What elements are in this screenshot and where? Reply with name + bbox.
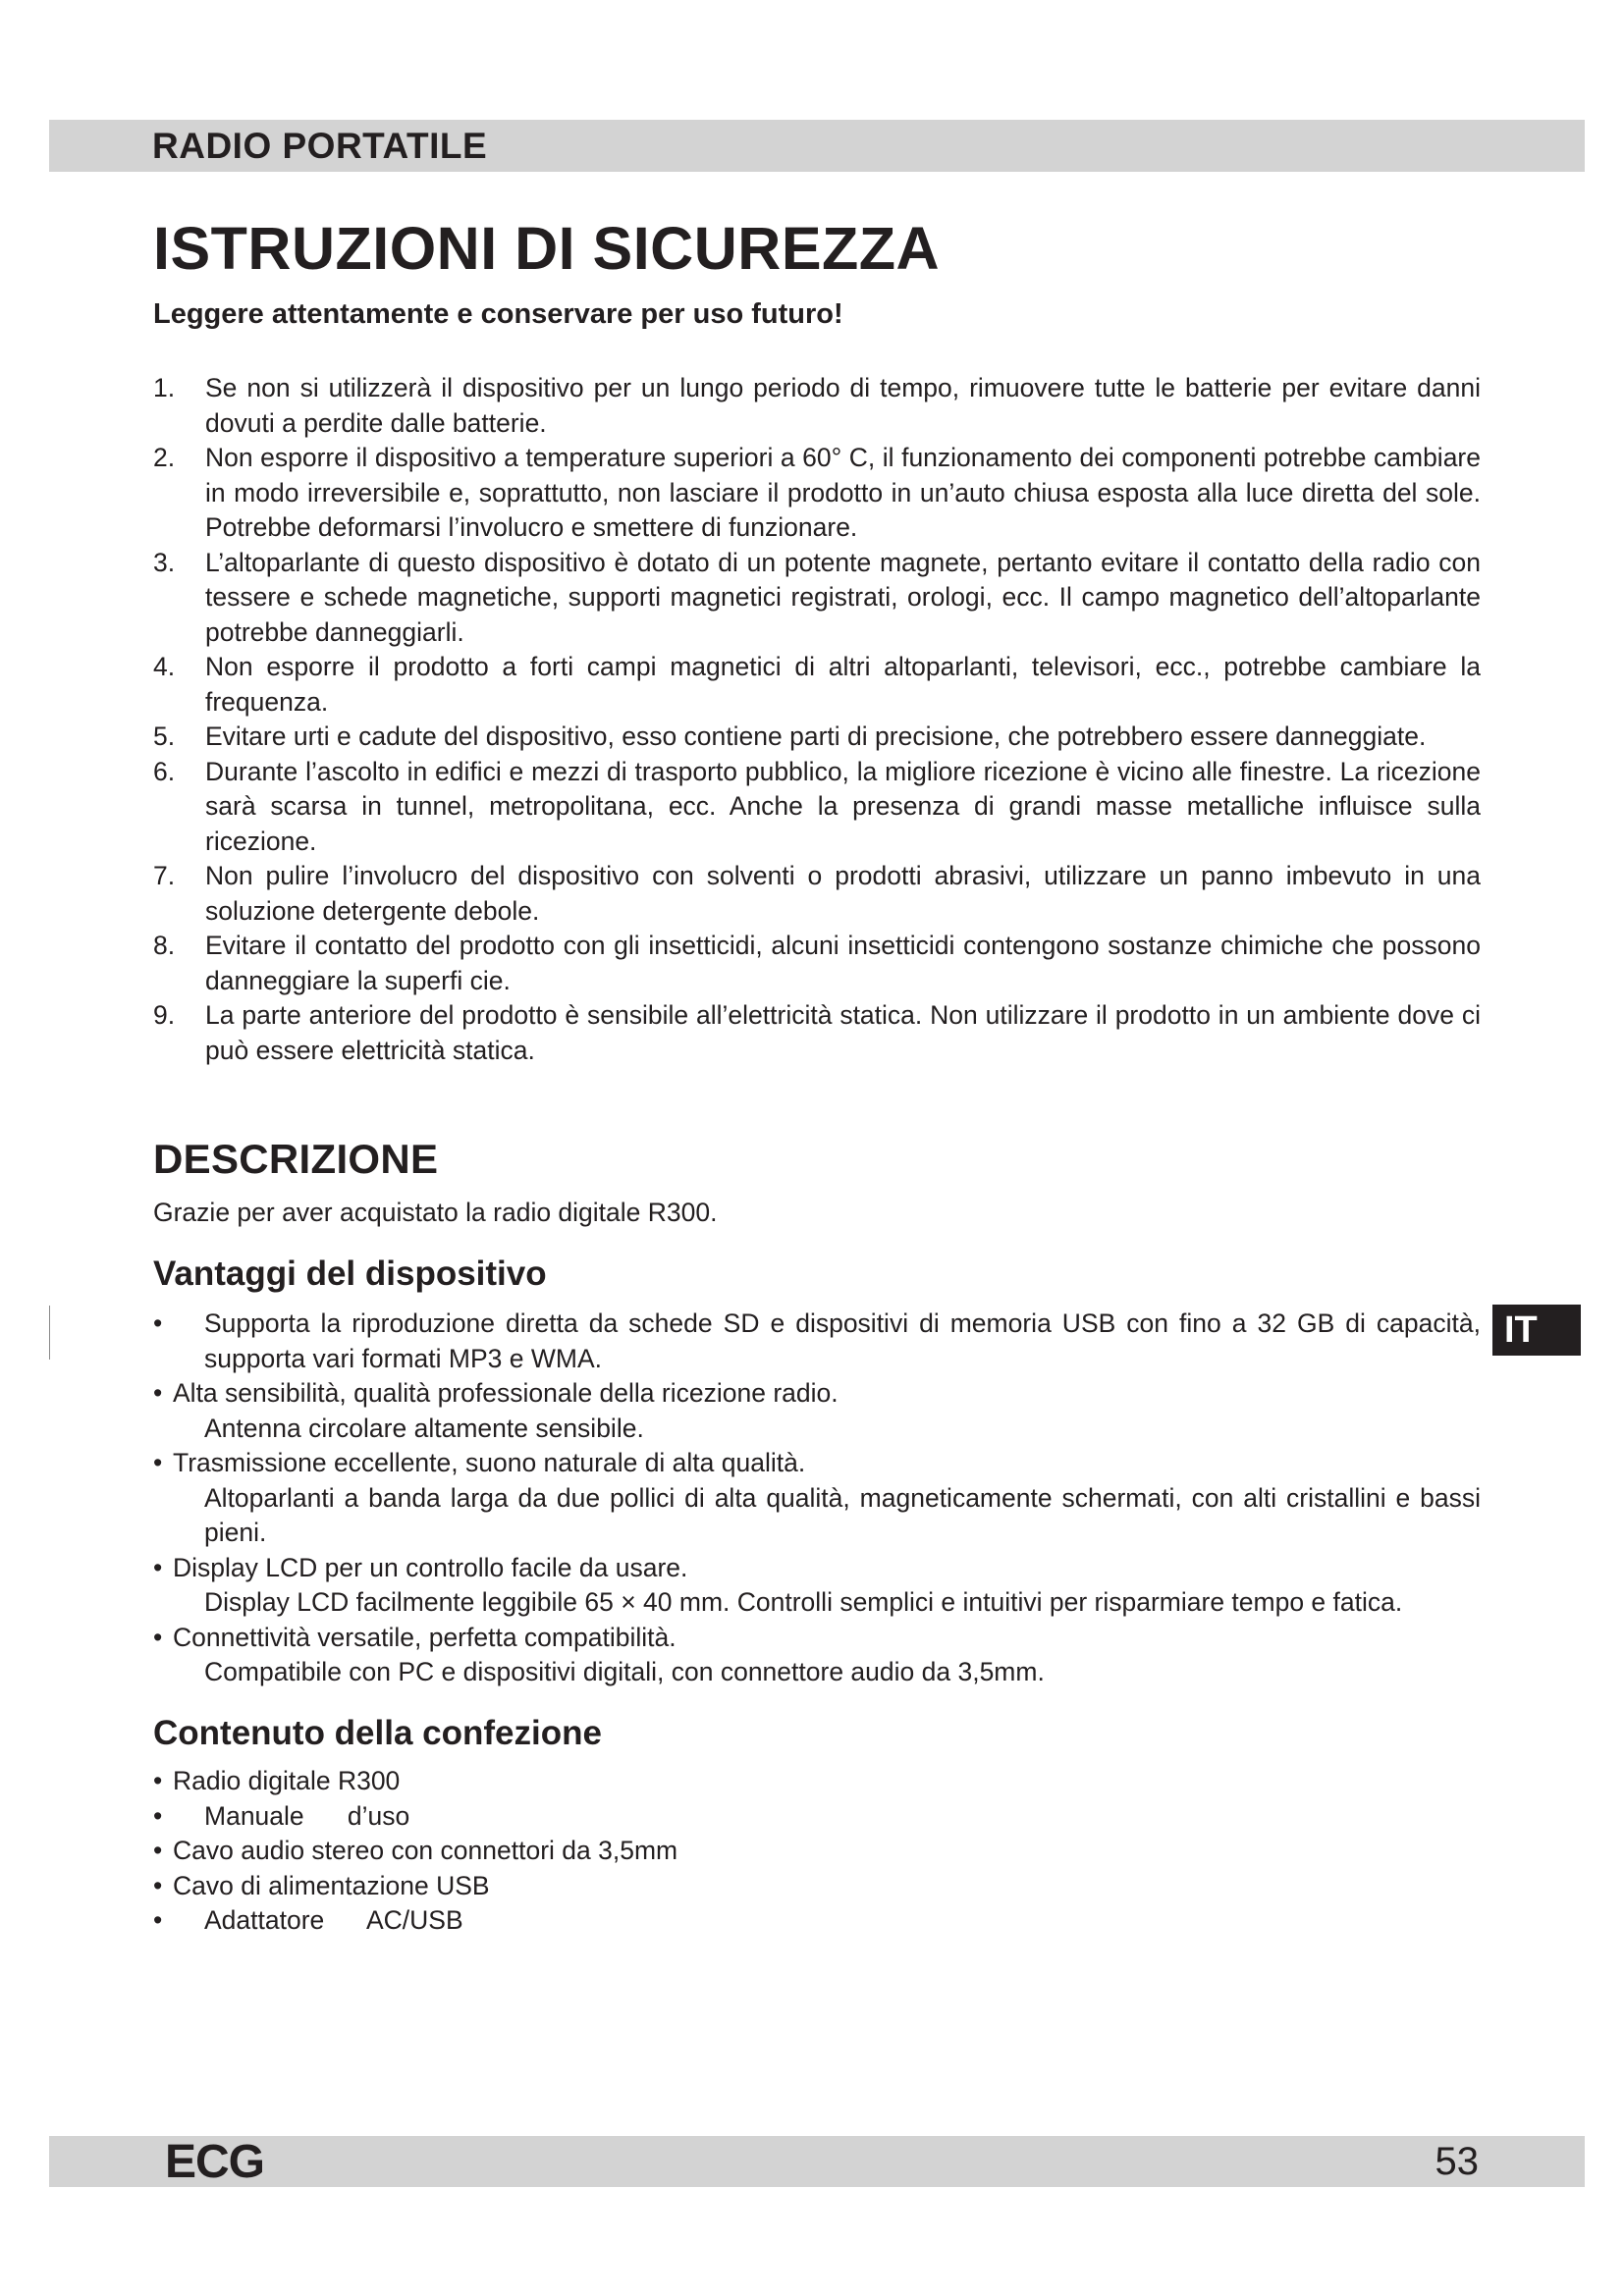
item-text: Evitare il contatto del prodotto con gli insetticidi, alcuni insetticidi contengono sostanze chimiche che possono danneggiare la superfi cie. bbox=[205, 931, 1481, 995]
item-text: Cavo audio stereo con connettori da 3,5mm bbox=[173, 1836, 678, 1865]
safety-list bbox=[153, 371, 1481, 1068]
list-item bbox=[153, 650, 1481, 720]
item-text: Non esporre il dispositivo a temperature superiori a 60° C, il funzionamento dei componenti potrebbe cambiare in modo irreversibile e, soprattutto, non lasciare il prodotto in un’auto chiusa esposta alla luce diretta del sole. Potrebbe deformarsi l’involucro e smettere di funzionare. bbox=[205, 443, 1481, 542]
margin-rule bbox=[49, 1306, 50, 1360]
item-text: Durante l’ascolto in edifici e mezzi di trasporto pubblico, la migliore ricezione è vicino alle finestre. La ricezione sarà scarsa in tunnel, metropolitana, ecc. Anche la presenza di grandi masse metalliche influisce sulla ricezione. bbox=[205, 756, 1481, 856]
list-item bbox=[153, 1376, 1481, 1446]
bullet: • bbox=[153, 1766, 163, 1795]
package-list bbox=[153, 1764, 1481, 1939]
item-number: 1. bbox=[153, 373, 176, 402]
list-item bbox=[153, 1903, 1481, 1939]
list-item bbox=[153, 998, 1481, 1068]
brand-logo: ECG bbox=[165, 2136, 265, 2188]
list-item bbox=[153, 720, 1481, 755]
item-detail: Altoparlanti a banda larga da due pollici di alta qualità, magneticamente schermati, con alti cristallini e bassi pieni. bbox=[204, 1482, 1481, 1547]
list-item bbox=[153, 755, 1481, 860]
bullet: • bbox=[153, 1308, 163, 1338]
item-detail: Display LCD facilmente leggibile 65 × 40 mm. Controlli semplici e intuitivi per risparmiare tempo e fatica. bbox=[204, 1587, 1403, 1617]
item-text: Adattatore AC/USB bbox=[204, 1905, 463, 1935]
item-number: 9. bbox=[153, 1000, 176, 1030]
bullet: • bbox=[153, 1552, 163, 1582]
list-item bbox=[153, 1834, 1481, 1869]
item-text: Cavo di alimentazione USB bbox=[173, 1870, 490, 1900]
list-item bbox=[153, 1551, 1481, 1621]
item-number: 6. bbox=[153, 756, 176, 786]
description-intro: Grazie per aver acquistato la radio digitale R300. bbox=[153, 1198, 718, 1227]
item-text: Alta sensibilità, qualità professionale della ricezione radio. bbox=[173, 1378, 839, 1408]
item-number: 2. bbox=[153, 443, 176, 472]
item-text: La parte anteriore del prodotto è sensibile all’elettricità statica. Non utilizzare il prodotto in un ambiente dove ci può essere elettricità statica. bbox=[205, 1000, 1481, 1065]
item-text: L’altoparlante di questo dispositivo è dotato di un potente magnete, pertanto evitare il contatto della radio con tessere e schede magnetiche, supporti magnetici registrati, orologi, ecc. Il campo magnetico dell’altoparlante potrebbe danneggiarli. bbox=[205, 547, 1481, 647]
bullet: • bbox=[153, 1836, 163, 1865]
features-list bbox=[153, 1307, 1481, 1690]
list-item bbox=[153, 1869, 1481, 1904]
item-number: 7. bbox=[153, 861, 176, 890]
list-item bbox=[153, 1621, 1481, 1690]
list-item bbox=[153, 1446, 1481, 1551]
item-number: 5. bbox=[153, 721, 176, 751]
header-bar bbox=[49, 120, 1585, 172]
item-text: Evitare urti e cadute del dispositivo, esso contiene parti di precisione, che potrebbero essere danneggiate. bbox=[205, 721, 1427, 751]
item-number: 3. bbox=[153, 547, 176, 577]
item-number: 8. bbox=[153, 931, 176, 960]
item-text: Se non si utilizzerà il dispositivo per un lungo periodo di tempo, rimuovere tutte le batterie per evitare danni dovuti a perdite dalle batterie. bbox=[205, 373, 1481, 438]
page-number: 53 bbox=[1435, 2140, 1479, 2183]
list-item bbox=[153, 1799, 1481, 1835]
item-detail: Compatibile con PC e dispositivi digitali, con connettore audio da 3,5mm. bbox=[204, 1657, 1045, 1686]
item-text: Trasmissione eccellente, suono naturale di alta qualità. bbox=[173, 1448, 806, 1477]
item-text: Manuale d’uso bbox=[204, 1800, 410, 1831]
bullet: • bbox=[153, 1800, 163, 1831]
bullet: • bbox=[153, 1622, 163, 1652]
list-item bbox=[153, 441, 1481, 546]
package-heading: Contenuto della confezione bbox=[153, 1714, 602, 1752]
bullet: • bbox=[153, 1378, 163, 1408]
page-subtitle: Leggere attentamente e conservare per uso futuro! bbox=[153, 298, 843, 330]
item-text: Display LCD per un controllo facile da usare. bbox=[173, 1552, 688, 1582]
item-text: Non esporre il prodotto a forti campi magnetici di altri altoparlanti, televisori, ecc., potrebbe cambiare la frequenza. bbox=[205, 652, 1481, 717]
list-item bbox=[153, 929, 1481, 998]
page-title: ISTRUZIONI DI SICUREZZA bbox=[153, 215, 941, 282]
list-item bbox=[153, 859, 1481, 929]
item-text: Radio digitale R300 bbox=[173, 1766, 401, 1795]
list-item bbox=[153, 546, 1481, 651]
bullet: • bbox=[153, 1870, 163, 1900]
item-text: Supporta la riproduzione diretta da schede SD e dispositivi di memoria USB con fino a 32 GB di capacità, supporta vari formati MP3 e WMA. bbox=[204, 1308, 1481, 1373]
list-item bbox=[153, 1764, 1481, 1799]
item-detail: Antenna circolare altamente sensibile. bbox=[204, 1413, 644, 1443]
bullet: • bbox=[153, 1905, 163, 1935]
footer-bar bbox=[49, 2136, 1585, 2187]
list-item bbox=[153, 371, 1481, 441]
list-item bbox=[153, 1307, 1481, 1376]
features-heading: Vantaggi del dispositivo bbox=[153, 1255, 547, 1293]
section-label: RADIO PORTATILE bbox=[152, 126, 488, 166]
item-number: 4. bbox=[153, 652, 176, 681]
bullet: • bbox=[153, 1448, 163, 1477]
description-heading: DESCRIZIONE bbox=[153, 1136, 439, 1182]
item-text: Connettività versatile, perfetta compatibilità. bbox=[173, 1622, 677, 1652]
language-tab: IT bbox=[1492, 1305, 1581, 1356]
item-text: Non pulire l’involucro del dispositivo con solventi o prodotti abrasivi, utilizzare un panno imbevuto in una soluzione detergente debole. bbox=[205, 861, 1481, 926]
